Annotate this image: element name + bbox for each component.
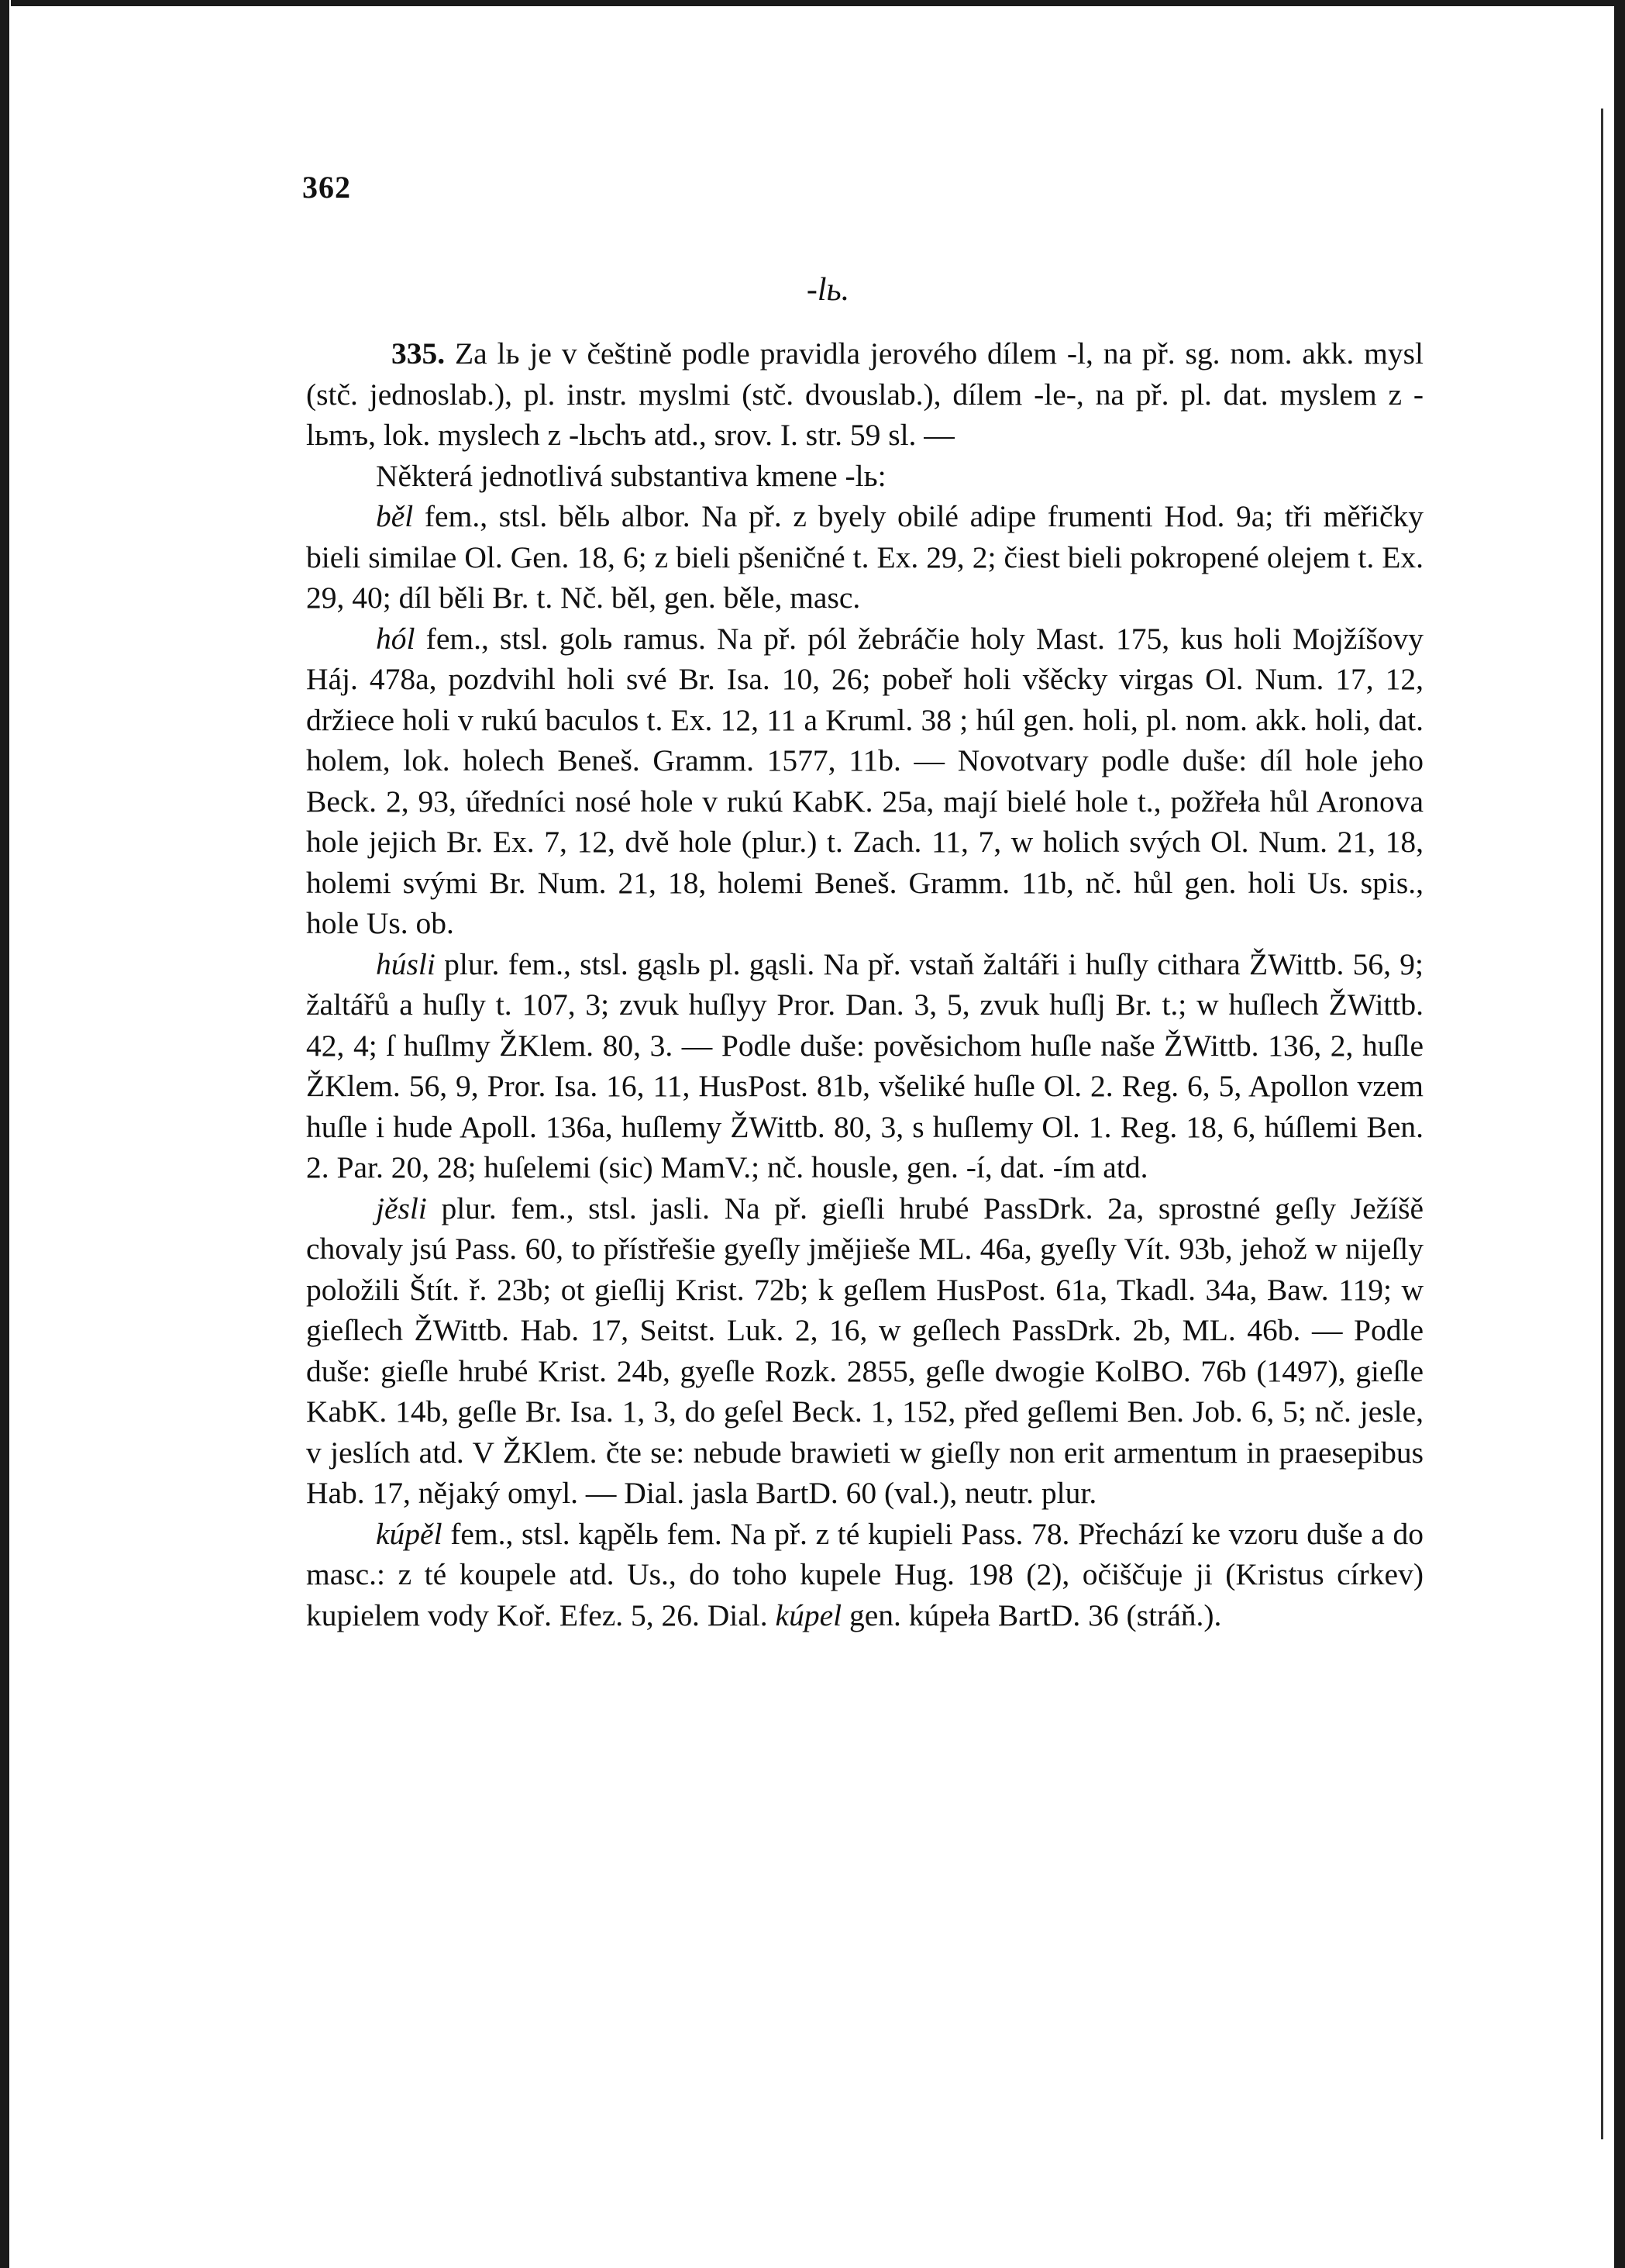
- paragraph-text: plur. fem., stsl. gąslь pl. gąsli. Na př. vstaň žaltáři i huſly cithara ŽWittb. 56, 9; žaltářů a huſly t. 107, 3; zvuk huſlyy Pror. Dan. 3, 5, zvuk huſlj Br. t.; w huſlech ŽWittb. 42, 4; ſ huſlmy ŽKlem. 80, 3. — Podle duše: pověsichom huſle naše ŽWittb. 136, 2, huſle ŽKlem. 56, 9, Pror. Isa. 16, 11, HusPost. 81b, všeliké huſle Ol. 2. Reg. 6, 5, Apollon vzem huſle i hude Apoll. 136a, huſlemy ŽWittb. 80, 3, s huſlemy Ol. 1. Reg. 18, 6, húſlemi Ben. 2. Par. 20, 28; huſelemi (sic) MamV.; nč. housle, gen. -í, dat. -ím atd.: [306, 946, 1424, 1184]
- running-head: -lь.: [806, 272, 850, 308]
- headword: kúpel: [775, 1598, 842, 1632]
- section-paragraph: [306, 333, 1424, 456]
- headword: kúpěl: [376, 1516, 442, 1551]
- subsection-heading: [306, 456, 1424, 497]
- paragraph-text: fem., stsl. kąpělь fem. Na př. z té kupieli Pass. 78. Přechází ke vzoru duše a do masc.: z té koupele atd. Us., do toho kupele Hug. 198 (2), očiščuje ji (Kristus církev) kupielem vody Koř. Efez. 5, 26. Dial.: [306, 1516, 1424, 1632]
- entry-paragraph: [306, 944, 1424, 1188]
- paragraph-text: plur. fem., stsl. jasli. Na př. gieſli hrubé PassDrk. 2a, sprostné geſly Ježíšě chovaly jsú Pass. 60, to přístřešie gyeſly jmějieše ML. 46a, gyeſly Vít. 93b, jehož w nijeſly položili Štít. ř. 23b; ot gieſlij Krist. 72b; k geſlem HusPost. 61a, Tkadl. 34a, Baw. 119; w gieſlech ŽWittb. Hab. 17, Seitst. Luk. 2, 16, w geſlech PassDrk. 2b, ML. 46b. — Podle duše: gieſle hrubé Krist. 24b, gyeſle Rozk. 2855, geſle dwogie KolBO. 76b (1497), gieſle KabK. 14b, geſle Br. Isa. 1, 3, do geſel Beck. 1, 152, před geſlemi Ben. Job. 6, 5; nč. jesle, v jeslích atd. V ŽKlem. čte se: nebude brawieti w gieſly non erit armentum in praesepibus Hab. 17, nějaký omyl. — Dial. jasla BartD. 60 (val.), neutr. plur.: [306, 1191, 1424, 1510]
- headword: jěsli: [376, 1191, 427, 1225]
- page-body: [306, 333, 1424, 1636]
- paragraph-text: fem., stsl. golь ramus. Na př. pól žebráčie holy Mast. 175, kus holi Mojžíšovy Háj. 478a, pozdvihl holi své Br. Isa. 10, 26; pobeř holi všěcky virgas Ol. Num. 17, 12, držiece holi v rukú baculos t. Ex. 12, 11 a Kruml. 38 ; húl gen. holi, pl. nom. akk. holi, dat. holem, lok. holech Beneš. Gramm. 1577, 11b. — Novotvary podle duše: díl hole jeho Beck. 2, 93, úředníci nosé hole v rukú KabK. 25a, mají bielé hole t., požřeła hůl Aronova hole jejich Br. Ex. 7, 12, dvě hole (plur.) t. Zach. 11, 7, w holich svých Ol. Num. 21, 18, holemi svými Br. Num. 21, 18, holemi Beneš. Gramm. 11b, nč. hůl gen. holi Us. spis., hole Us. ob.: [306, 621, 1424, 940]
- page-number: 362: [302, 170, 351, 205]
- entry-paragraph: [306, 619, 1424, 944]
- paragraph-text: Za lь je v češtině podle pravidla jerového dílem -l, na př. sg. nom. akk. mysl (stč. jednoslab.), pl. instr. myslmi (stč. dvouslab.), dílem -le-, na př. pl. dat. myslem z -lьmъ, lok. myslech z -lьchъ atd., srov. I. str. 59 sl. —: [306, 336, 1424, 452]
- paragraph-text: Některá jednotlivá substantiva kmene -lь:: [376, 458, 887, 493]
- headword: húsli: [376, 946, 436, 981]
- entry-paragraph: [306, 496, 1424, 619]
- paragraph-text: fem., stsl. bělь albor. Na př. z byely obilé adipe frumenti Hod. 9a; tři měřičky bieli similae Ol. Gen. 18, 6; z bieli pšeničné t. Ex. 29, 2; čiest bieli pokropené olejem t. Ex. 29, 40; díl běli Br. t. Nč. běl, gen. běle, masc.: [306, 499, 1424, 615]
- headword: běl: [376, 499, 414, 533]
- paragraph-text: gen. kúpeła BartD. 36 (stráň.).: [849, 1598, 1222, 1632]
- entry-paragraph: [306, 1188, 1424, 1514]
- section-number: 335.: [391, 336, 446, 371]
- entry-paragraph: [306, 1514, 1424, 1636]
- headword: hól: [376, 621, 415, 656]
